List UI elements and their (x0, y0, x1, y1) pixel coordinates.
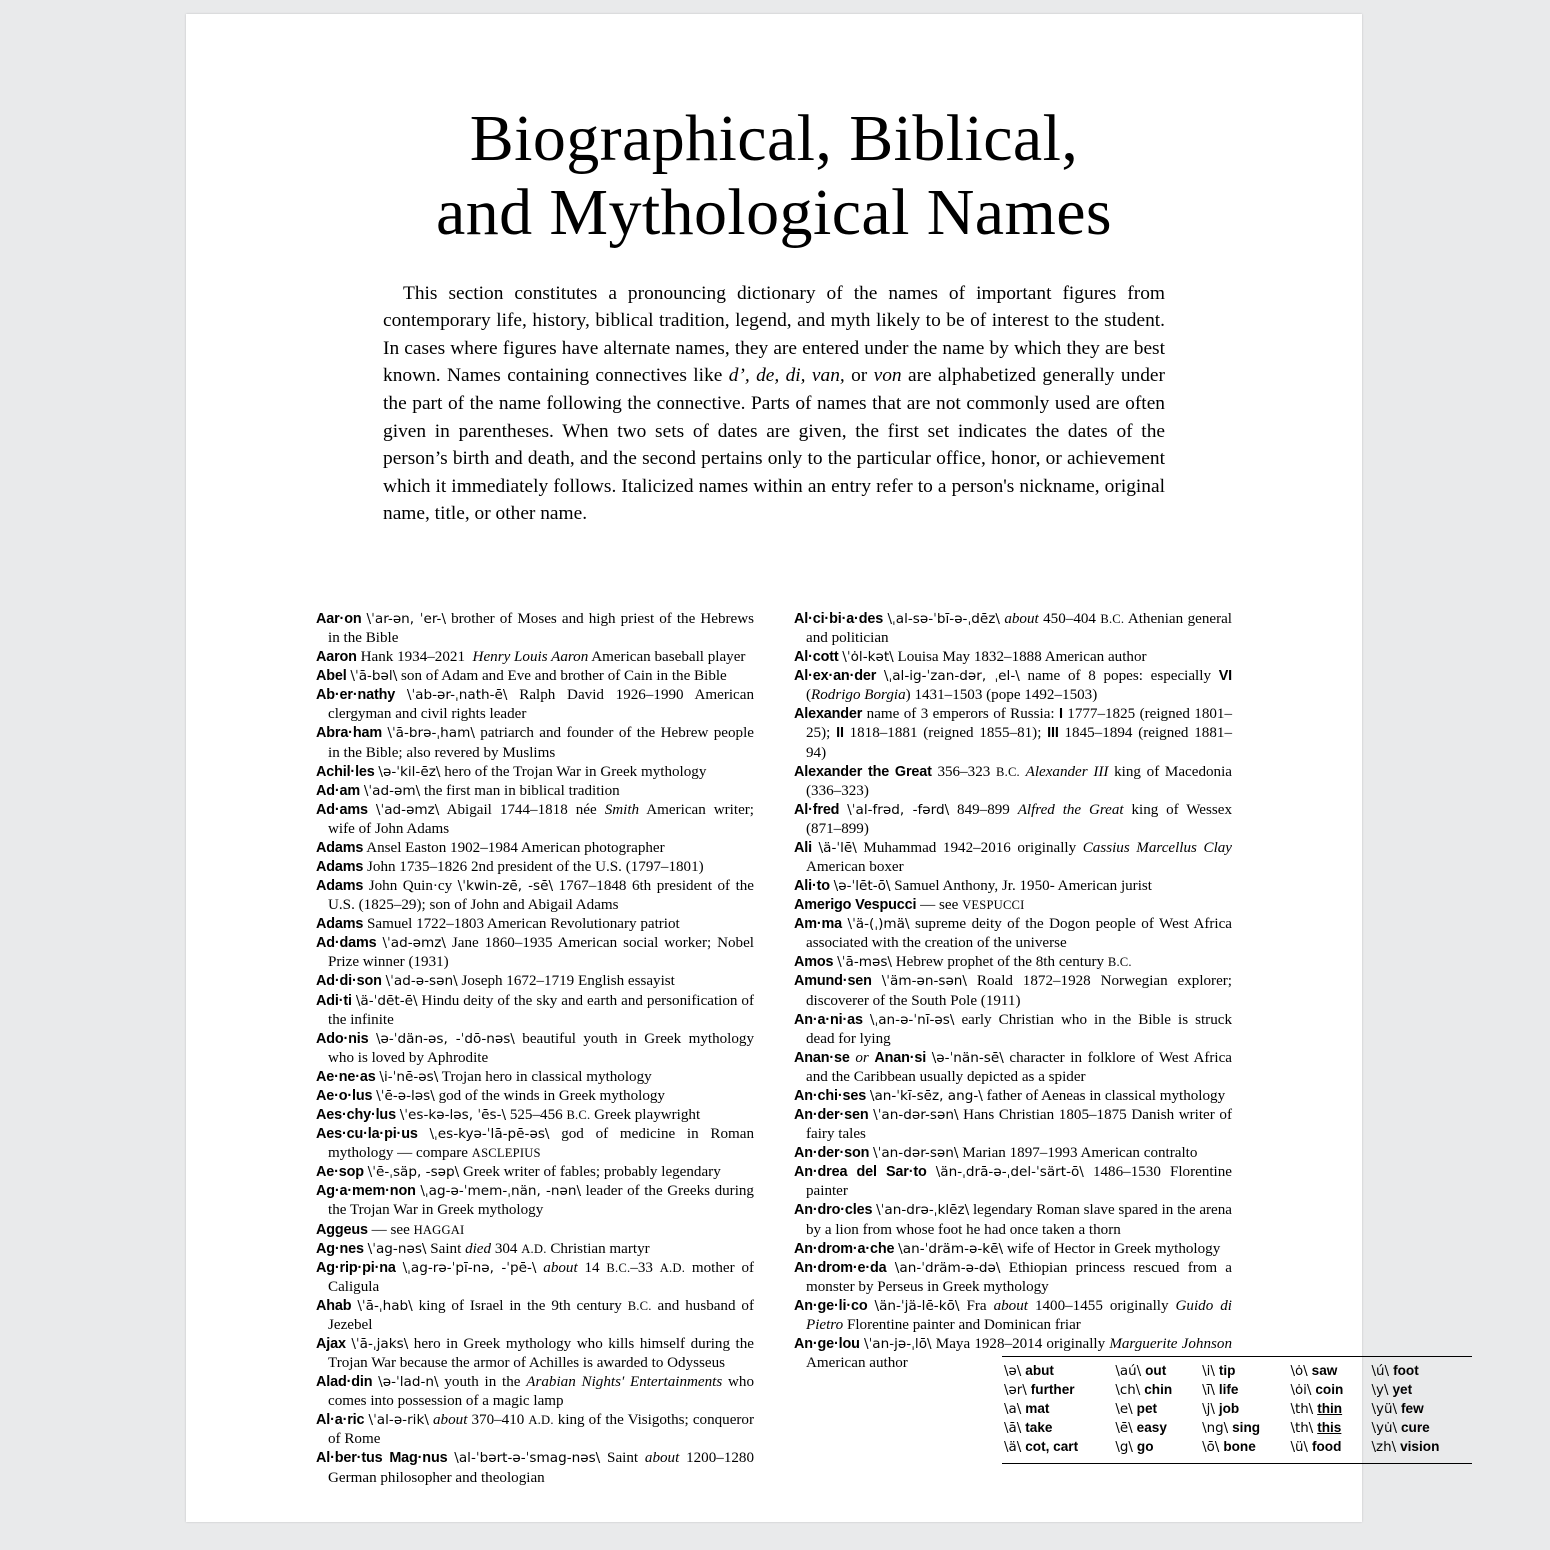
pronunciation-key-cell (1370, 1362, 1472, 1381)
pronunciation-example-word: sing (1232, 1420, 1261, 1435)
dictionary-entry: Ad·di·son \ˈad-ə-sən\ Joseph 1672–1719 English essayist (316, 973, 675, 990)
pronunciation-key (1002, 1356, 1472, 1464)
dictionary-entry: An·dro·cles \ˈan-drə-ˌklēz\ legendary Roman slave spared in the arena by a lion from whose foot he had once taken a thorn (794, 1202, 1232, 1238)
dictionary-entry: An·drea del Sar·to \än-ˌdrā-ə-ˌdel-ˈsärt-ō\ 1486–1530 Florentine painter (794, 1164, 1232, 1200)
dictionary-entry: Ali·to \ə-ˈlēt-ō\ Samuel Anthony, Jr. 1950- American jurist (794, 878, 1152, 895)
dictionary-entry: An·ge·li·co \än-ˈjä-lē-kō\ Fra about 1400–1455 originally Guido di Pietro Florentine painter and Dominican friar (794, 1297, 1232, 1333)
dictionary-entry: Abel \ˈā-bəl\ son of Adam and Eve and brother of Cain in the Bible (316, 668, 727, 685)
pronunciation-symbol: \zh\ (1371, 1440, 1397, 1455)
pronunciation-key-cell (1288, 1400, 1369, 1419)
dictionary-entry: Ali \ä-ˈlē\ Muhammad 1942–2016 originally Cassius Marcellus Clay American boxer (794, 839, 1233, 876)
dictionary-entry: Alad·din \ə-ˈlad-n\ youth in the Arabian Nights' Entertainments who comes into possession of a magic lamp (316, 1374, 754, 1410)
pronunciation-key-cell (1288, 1419, 1369, 1438)
dictionary-entry: Adams John 1735–1826 2nd president of the U.S. (1797–1801) (316, 859, 704, 876)
pronunciation-symbol: \i\ (1202, 1364, 1215, 1379)
dictionary-entry: An·der·son \ˈan-dər-sən\ Marian 1897–1993 American contralto (794, 1145, 1198, 1162)
pronunciation-key-row (1002, 1362, 1472, 1381)
pronunciation-example-word: vision (1400, 1439, 1440, 1454)
pronunciation-example-word: cure (1400, 1420, 1430, 1435)
dictionary-entry: Alexander name of 3 emperors of Russia: I 1777–1825 (reigned 1801–25); II 1818–1881 (reigned 1855–81); III 1845–1894 (reigned 1881–94) (794, 706, 1233, 761)
pronunciation-example-word: easy (1136, 1420, 1167, 1435)
pronunciation-key-cell (1113, 1400, 1200, 1419)
pronunciation-example-word: tip (1218, 1363, 1236, 1378)
pronunciation-key-row (1002, 1438, 1472, 1457)
pronunciation-example-word: out (1145, 1363, 1167, 1378)
dictionary-entry: Am·ma \ˈä-(ˌ)mä\ supreme deity of the Dogon people of West Africa associated with the creation of the universe (794, 916, 1232, 952)
pronunciation-key-row (1002, 1381, 1472, 1400)
pronunciation-symbol: \ng\ (1202, 1421, 1229, 1436)
pronunciation-key-cell (1200, 1438, 1288, 1457)
pronunciation-symbol: \ch\ (1115, 1383, 1141, 1398)
pronunciation-example-word: take (1025, 1420, 1053, 1435)
pronunciation-example-word: food (1311, 1439, 1342, 1454)
dictionary-entry: Achil·les \ə-ˈkil-ēz\ hero of the Trojan War in Greek mythology (316, 763, 707, 780)
pronunciation-key-cell (1113, 1362, 1200, 1381)
pronunciation-key-table (1002, 1362, 1472, 1457)
pronunciation-symbol: \ú\ (1371, 1364, 1390, 1379)
pronunciation-example-word: coin (1315, 1382, 1344, 1397)
pronunciation-example-word: abut (1025, 1363, 1054, 1378)
pronunciation-example-word: yet (1392, 1382, 1413, 1397)
pronunciation-key-row (1002, 1400, 1472, 1419)
pronunciation-example-word: life (1218, 1382, 1239, 1397)
dictionary-entry: Alexander the Great 356–323 B.C. Alexander III king of Macedonia (336–323) (794, 763, 1232, 799)
pronunciation-symbol: \y\ (1371, 1383, 1389, 1398)
dictionary-entry: Aar·on \ˈar-ən, ˈer-\ brother of Moses and high priest of the Hebrews in the Bible (316, 611, 754, 647)
pronunciation-key-cell (1370, 1438, 1472, 1457)
pronunciation-symbol: \j\ (1202, 1402, 1215, 1417)
pronunciation-key-cell (1002, 1419, 1113, 1438)
pronunciation-symbol: \aú\ (1115, 1364, 1142, 1379)
pronunciation-symbol: \yu̇\ (1371, 1421, 1397, 1436)
dictionary-entry: Al·fred \ˈal-frəd, -fərd\ 849–899 Alfred the Great king of Wessex (871–899) (794, 801, 1232, 837)
pronunciation-example-word: saw (1311, 1363, 1338, 1378)
dictionary-entry: Aggeus — see HAGGAI (316, 1221, 465, 1238)
pronunciation-symbol: \yü\ (1371, 1402, 1397, 1417)
pronunciation-key-cell (1200, 1419, 1288, 1438)
pronunciation-symbol: \ȯi\ (1290, 1383, 1312, 1398)
dictionary-entry: Aaron Hank 1934–2021 Henry Louis Aaron American baseball player (316, 649, 746, 666)
pronunciation-symbol: \ē\ (1115, 1421, 1133, 1436)
page-title-line-1: Biographical, Biblical, (469, 102, 1079, 175)
dictionary-entry: Al·ex·an·der \ˌal-ig-ˈzan-dər, ˌel-\ name of 8 popes: especially VI (Rodrigo Borgia) 1431–1503 (pope 1492–1503) (794, 668, 1233, 704)
dictionary-entry: An·ge·lou \ˈan-jə-ˌlō\ Maya 1928–2014 originally Marguerite Johnson American author (794, 1335, 1232, 1372)
section-introduction: This section constitutes a pronouncing dictionary of the names of important figures from contemporary life, history, biblical tradition, legend, and myth likely to be of interest to the student. In cases where figures have alternate names, they are entered under the name by which they are best known. Names containing connectives like d’, de, di, van, or von are alphabetized generally under the part of the name following the connective. Parts of names that are not commonly used are often given in parentheses. When two sets of dates are given, the first set indicates the dates of the person’s birth and death, and the second pertains only to the particular office, honor, or achievement which it immediately follows. Italicized names within an entry refer to a person's nickname, original name, title, or other name. (383, 282, 1165, 525)
pronunciation-example-word: job (1218, 1401, 1240, 1416)
dictionary-entry: Adams Ansel Easton 1902–1984 American photographer (316, 839, 665, 856)
pronunciation-symbol: \ä\ (1004, 1440, 1022, 1455)
pronunciation-key-cell (1200, 1400, 1288, 1419)
pronunciation-symbol: \ər\ (1004, 1383, 1027, 1398)
pronunciation-key-row (1002, 1419, 1472, 1438)
pronunciation-symbol: \th\ (1290, 1421, 1314, 1436)
pronunciation-example-word: further (1030, 1382, 1075, 1397)
pronunciation-example-word: thin (1317, 1401, 1343, 1416)
dictionary-entry: An·drom·a·che \an-ˈdräm-ə-kē\ wife of Hector in Greek mythology (794, 1240, 1221, 1257)
dictionary-entry: Al·cott \ˈȯl-kət\ Louisa May 1832–1888 American author (794, 649, 1147, 666)
pronunciation-key-body (1002, 1362, 1472, 1457)
dictionary-entry: Ab·er·nathy \ˈab-ər-ˌnath-ē\ Ralph David 1926–1990 American clergyman and civil rights leader (316, 687, 754, 723)
dictionary-entry: Al·ber·tus Mag·nus \al-ˈbərt-ə-ˈsmag-nəs\ Saint about 1200–1280 German philosopher and theologian (316, 1450, 755, 1486)
dictionary-entry: Al·a·ric \ˈal-ə-rik\ about 370–410 A.D. king of the Visigoths; conqueror of Rome (316, 1412, 755, 1448)
pronunciation-example-word: bone (1223, 1439, 1256, 1454)
dictionary-entry: Ae·o·lus \ˈē-ə-ləs\ god of the winds in Greek mythology (316, 1087, 665, 1104)
pronunciation-key-cell (1002, 1438, 1113, 1457)
pronunciation-key-cell (1288, 1381, 1369, 1400)
pronunciation-symbol: \ə\ (1004, 1364, 1022, 1379)
dictionary-entry: Adams Samuel 1722–1803 American Revolutionary patriot (316, 916, 680, 933)
pronunciation-example-word: cot, cart (1025, 1439, 1079, 1454)
pronunciation-example-word: go (1136, 1439, 1154, 1454)
pronunciation-symbol: \ī\ (1202, 1383, 1215, 1398)
dictionary-entry: Ag·a·mem·non \ˌag-ə-ˈmem-ˌnän, -nən\ leader of the Greeks during the Trojan War in Greek mythology (316, 1183, 754, 1219)
pronunciation-symbol: \g\ (1115, 1440, 1133, 1455)
pronunciation-example-word: pet (1136, 1401, 1158, 1416)
pronunciation-key-cell (1002, 1362, 1113, 1381)
dictionary-entry: Ag·rip·pi·na \ˌag-rə-ˈpī-nə, -ˈpē-\ about 14 B.C.–33 A.D. mother of Caligula (316, 1259, 755, 1295)
pronunciation-example-word: foot (1393, 1363, 1419, 1378)
dictionary-entry: Amerigo Vespucci — see VESPUCCI (794, 897, 1025, 914)
dictionary-entry: Ae·ne·as \i-ˈnē-əs\ Trojan hero in classical mythology (316, 1068, 652, 1085)
pronunciation-key-cell (1288, 1362, 1369, 1381)
page-title (186, 14, 1362, 250)
pronunciation-key-cell (1200, 1362, 1288, 1381)
pronunciation-example-word: few (1400, 1401, 1424, 1416)
dictionary-entry: Ado·nis \ə-ˈdän-əs, -ˈdō-nəs\ beautiful youth in Greek mythology who is loved by Aphrodite (316, 1030, 754, 1066)
pronunciation-example-word: chin (1144, 1382, 1173, 1397)
pronunciation-key-cell (1113, 1438, 1200, 1457)
dictionary-entry: Ad·dams \ˈad-əmz\ Jane 1860–1935 American social worker; Nobel Prize winner (1931) (316, 935, 754, 971)
dictionary-entry: Amos \ˈā-məs\ Hebrew prophet of the 8th century B.C. (794, 954, 1132, 971)
pronunciation-symbol: \ȯ\ (1290, 1364, 1308, 1379)
dictionary-entry: An·chi·ses \an-ˈkī-sēz, ang-\ father of Aeneas in classical mythology (794, 1087, 1226, 1104)
pronunciation-key-cell (1002, 1400, 1113, 1419)
pronunciation-key-cell (1200, 1381, 1288, 1400)
pronunciation-symbol: \a\ (1004, 1402, 1022, 1417)
pronunciation-key-cell (1002, 1381, 1113, 1400)
pronunciation-key-cell (1113, 1381, 1200, 1400)
dictionary-entry: Ahab \ˈā-ˌhab\ king of Israel in the 9th century B.C. and husband of Jezebel (316, 1297, 755, 1333)
dictionary-entry: Adams John Quin·cy \ˈkwin-zē, -sē\ 1767–1848 6th president of the U.S. (1825–29); son of John and Abigail Adams (316, 878, 755, 914)
dictionary-entry: Ad·am \ˈad-əm\ the first man in biblical tradition (316, 782, 620, 799)
dictionary-entry: An·der·sen \ˈan-dər-sən\ Hans Christian 1805–1875 Danish writer of fairy tales (794, 1107, 1232, 1143)
pronunciation-key-cell (1113, 1419, 1200, 1438)
pronunciation-key-cell (1288, 1438, 1369, 1457)
pronunciation-symbol: \ō\ (1202, 1440, 1220, 1455)
dictionary-entry: An·drom·e·da \an-ˈdräm-ə-də\ Ethiopian princess rescued from a monster by Perseus in Greek mythology (794, 1259, 1232, 1295)
dictionary-entry: Abra·ham \ˈā-brə-ˌham\ patriarch and founder of the Hebrew people in the Bible; also revered by Muslims (316, 725, 754, 761)
dictionary-entry: Aes·chy·lus \ˈes-kə-ləs, ˈēs-\ 525–456 B.C. Greek playwright (316, 1107, 701, 1124)
dictionary-entry: Adi·ti \ä-ˈdēt-ē\ Hindu deity of the sky and earth and personification of the infinite (316, 992, 754, 1028)
pronunciation-example-word: mat (1025, 1401, 1050, 1416)
pronunciation-symbol: \ā\ (1004, 1421, 1022, 1436)
dictionary-entry: Ajax \ˈā-ˌjaks\ hero in Greek mythology who kills himself during the Trojan War because the armor of Achilles is awarded to Odysseus (316, 1335, 754, 1372)
dictionary-entry: Ae·sop \ˈē-ˌsäp, -səp\ Greek writer of fables; probably legendary (316, 1164, 721, 1181)
pronunciation-symbol: \th\ (1290, 1402, 1314, 1417)
dictionary-entry: Al·ci·bi·a·des \ˌal-sə-ˈbī-ə-ˌdēz\ about 450–404 B.C. Athenian general and politician (794, 611, 1232, 647)
dictionary-page (186, 14, 1440, 1522)
page-title-line-2: and Mythological Names (436, 175, 1112, 249)
pronunciation-example-word: this (1317, 1420, 1342, 1435)
pronunciation-key-cell (1370, 1400, 1472, 1419)
dictionary-entry: An·a·ni·as \ˌan-ə-ˈnī-əs\ early Christian who in the Bible is struck dead for lying (794, 1011, 1232, 1047)
entry-column-left (316, 610, 754, 1488)
dictionary-entry: Aes·cu·la·pi·us \ˌes-kyə-ˈlā-pē-əs\ god of medicine in Roman mythology — compare ASCLEPIUS (316, 1126, 754, 1162)
pronunciation-key-cell (1370, 1381, 1472, 1400)
pronunciation-symbol: \e\ (1115, 1402, 1133, 1417)
dictionary-entry: Amund·sen \ˈäm-ən-sən\ Roald 1872–1928 Norwegian explorer; discoverer of the South Pole (1911) (794, 973, 1232, 1009)
dictionary-entry: Ad·ams \ˈad-əmz\ Abigail 1744–1818 née Smith American writer; wife of John Adams (316, 801, 754, 837)
dictionary-entry: Anan·se or Anan·si \ə-ˈnän-sē\ character in folklore of West Africa and the Caribbean usually depicted as a spider (794, 1049, 1233, 1085)
pronunciation-symbol: \ü\ (1290, 1440, 1308, 1455)
dictionary-entry: Ag·nes \ˈag-nəs\ Saint died 304 A.D. Christian martyr (316, 1240, 650, 1257)
pronunciation-key-cell (1370, 1419, 1472, 1438)
